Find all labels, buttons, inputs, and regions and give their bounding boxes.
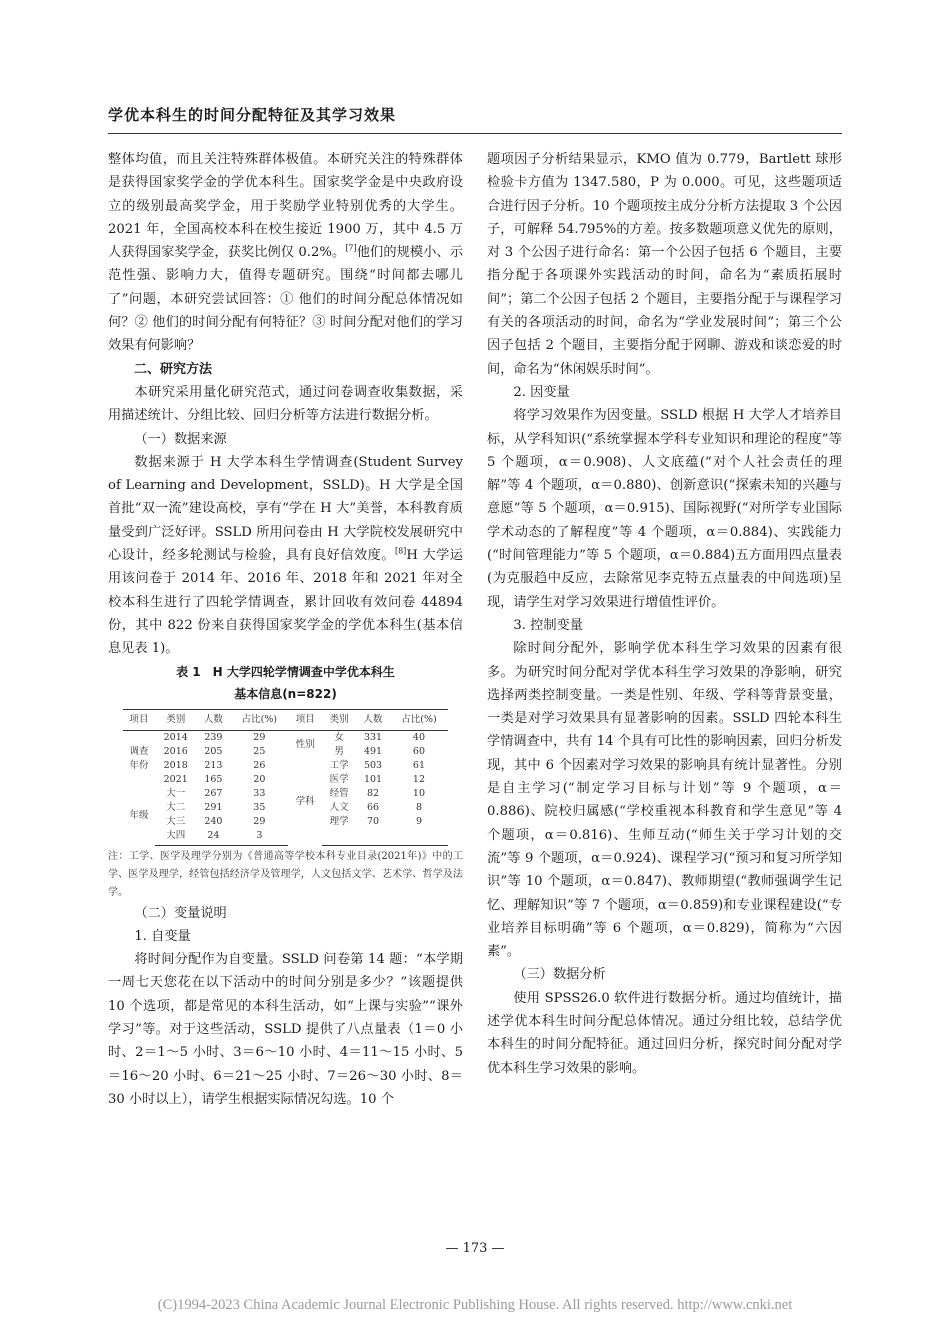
- left-column: [108, 148, 463, 1111]
- table-header-row: 项目 类别 人数 占比(%) 项目 类别 人数 占比(%): [123, 709, 448, 730]
- dependent-variable-paragraph: 将学习效果作为因变量。SSLD 根据 H 大学人才培养目标，从学科知识(“系统掌握本学科专业知识和理论的程度”等 5 个题项，α＝0.908)、人文底蕴(“对个人社会责任的理解”等 4 个题项，α＝0.880)、创新意识(“探索未知的兴趣与意愿”等 5 个题项，α＝0.915)、国际视野(“对所学专业国际学术动态的了解程度”等 4 个题项，α＝0.884)、实践能力(“时间管理能力”等 5 个题项，α＝0.884)五方面用四点量表(为克服趋中反应，去除常见李克特五点量表的中间选项)呈现，请学生对学习效果进行增值性评价。: [487, 408, 842, 610]
- table-row: 大三 240 29 理学 70 9: [166, 815, 422, 827]
- basic-info-table: [123, 709, 448, 846]
- copyright-watermark: (C)1994-2023 China Academic Journal Electronic Publishing House. All rights reserved. http://www.cnki.net: [157, 1297, 793, 1313]
- subsection-title-data-analysis: （三）数据分析: [513, 967, 606, 983]
- data-analysis-paragraph: 使用 SPSS26.0 软件进行数据分析。通过均值统计，描述学优本科生时间分配总体情况。通过分组比较，总结学优本科生的时间分配特征。通过回归分析，探究时间分配对学优本科生学习效果的影响。: [487, 990, 842, 1076]
- table-row: 2018 213 26 学科 工学 503 61: [163, 759, 426, 807]
- table-row: 2021 165 20 医学 101 12: [163, 773, 426, 785]
- control-variable-paragraph: 除时间分配外，影响学优本科生学习效果的因素有很多。为研究时间分配对学优本科生学习效果的净影响，研究选择两类控制变量。一类是性别、年级、学科等背景变量，一类是对学习效果具有显著影响的因素。SSLD 四轮本科生学情调查中，共有 14 个具有可比性的影响因素，回归分析发现，其中 6 个因素对学习效果的影响具有统计显著性。分别是自主学习(“制定学习目标与计划”等 9 个题项，α＝0.886)、院校归属感(“学校重视本科教育和学生意见”等 4 个题项，α＝0.816)、生师互动(“师生关于学习计划的交流”等 9 个题项，α＝0.924)、课程学习(“预习和复习所学知识”等 10 个题项，α＝0.847)、教师期望(“教师强调学生记忆、理解知识”等 7 个题项，α＝0.859)和专业课程建设(“专业培养目标明确”等 6 个题项，α＝0.829)，简称为“六因素”。: [487, 641, 842, 960]
- page-number: — 173 —: [445, 1241, 505, 1256]
- data-source-paragraph: 数据来源于 H 大学本科生学情调查(Student Survey of Learning and Development，SSLD)。H 大学是全国首批“双一流”建设高校，享有“学在 H 大”美誉，本科教育质量受到广泛好评。SSLD 所用问卷由 H 大学院校发展研究中心设计，经多轮测试与检验，具有良好信效度。[8]H 大学运用该问卷于 2014 年、2016 年、2018 年和 2021 年对全校本科生进行了四轮学情调查，累计回收有效问卷 44894 份，其中 822 份来自获得国家奖学金的学优本科生(基本信息见表 1)。: [108, 454, 463, 657]
- running-header-title: 学优本科生的时间分配特征及其学习效果: [108, 106, 397, 124]
- table-caption: 表 1 H 大学四轮学情调查中学优本科生 基本信息(n=822): [176, 664, 395, 701]
- table-row: 大二 291 35 人文 66 8: [166, 801, 422, 813]
- factor-analysis-paragraph: 题项因子分析结果显示，KMO 值为 0.779，Bartlett 球形检验卡方值为 1347.580，P 为 0.000。可见，这些题项适合进行因子分析。10 个题项按主成分分析方法提取 3 个公因子，可解释 54.795%的方差。按多数题项意义优先的原则，对 3 个公因子进行命名：第一个公因子包括 6 个题目，主要指分配于各项课外实践活动的时间，命名为“素质拓展时间”；第二个公因子包括 2 个题目，主要指分配于与课程学习有关的各项活动的时间，命名为“学业发展时间”；第三个公因子包括 2 个题目，主要指分配于网聊、游戏和谈恋爱的时间，命名为“休闲娱乐时间”。: [487, 152, 842, 377]
- citation-7[interactable]: [7]: [345, 243, 357, 253]
- table-note: 注：工学、医学及理学分别为《普通高等学校本科专业目录(2021年)》中的工学、医学及理学，经管包括经济学及管理学，人文包括文学、艺术学、哲学及法学。: [108, 850, 463, 898]
- intro-paragraph: 整体均值，而且关注特殊群体极值。本研究关注的特殊群体是获得国家奖学金的学优本科生。国家奖学金是中央政府设立的级别最高奖学金，用于奖励学业特别优秀的大学生。2021 年，全国高校本科在校生接近 1900 万，其中 4.5 万人获得国家奖学金，获奖比例仅 0.2%。[7]他们的规模小、示范性强、影响力大，值得专题研究。围绕“时间都去哪儿了”问题，本研究尝试回答：① 他们的时间分配总体情况如何？② 他们的时间分配有何特征？③ 时间分配对他们的学习效果有何影响？: [108, 152, 464, 354]
- independent-variable-title: 1. 自变量: [134, 928, 191, 944]
- section-title-methods: 二、研究方法: [134, 361, 213, 377]
- control-variable-title: 3. 控制变量: [513, 617, 583, 633]
- dependent-variable-title: 2. 因变量: [513, 384, 570, 400]
- table-row: 年级 大一 267 33 经管 82 10: [129, 787, 426, 821]
- subsection-title-variables: （二）变量说明: [134, 905, 227, 921]
- subsection-title-data-source: （一）数据来源: [134, 431, 227, 447]
- table-row: 大四 24 3: [123, 829, 448, 846]
- right-column: [487, 148, 842, 1080]
- table-row: 调查年份 2014 239 29 性别 女 331 40: [129, 731, 426, 771]
- independent-variable-paragraph: 将时间分配作为自变量。SSLD 问卷第 14 题：“本学期一周七天您花在以下活动中的时间分别是多少？”该题提供 10 个选项，都是常见的本科生活动，如“上课与实验”“课外学习”等。对于这些活动，SSLD 提供了八点量表（1＝0 小时、2＝1～5 小时、3＝6～10 小时、4＝11～15 小时、5＝16～20 小时、6＝21～25 小时、7＝26～30 小时、8＝30 小时以上），请学生根据实际情况勾选。10 个: [108, 952, 463, 1107]
- method-paragraph: 本研究采用量化研究范式，通过问卷调查收集数据，采用描述统计、分组比较、回归分析等方法进行数据分析。: [108, 384, 463, 424]
- citation-8[interactable]: [8]: [394, 546, 407, 556]
- header-rule: [108, 133, 842, 134]
- table-row: 2016 205 25 男 491 60: [163, 745, 426, 757]
